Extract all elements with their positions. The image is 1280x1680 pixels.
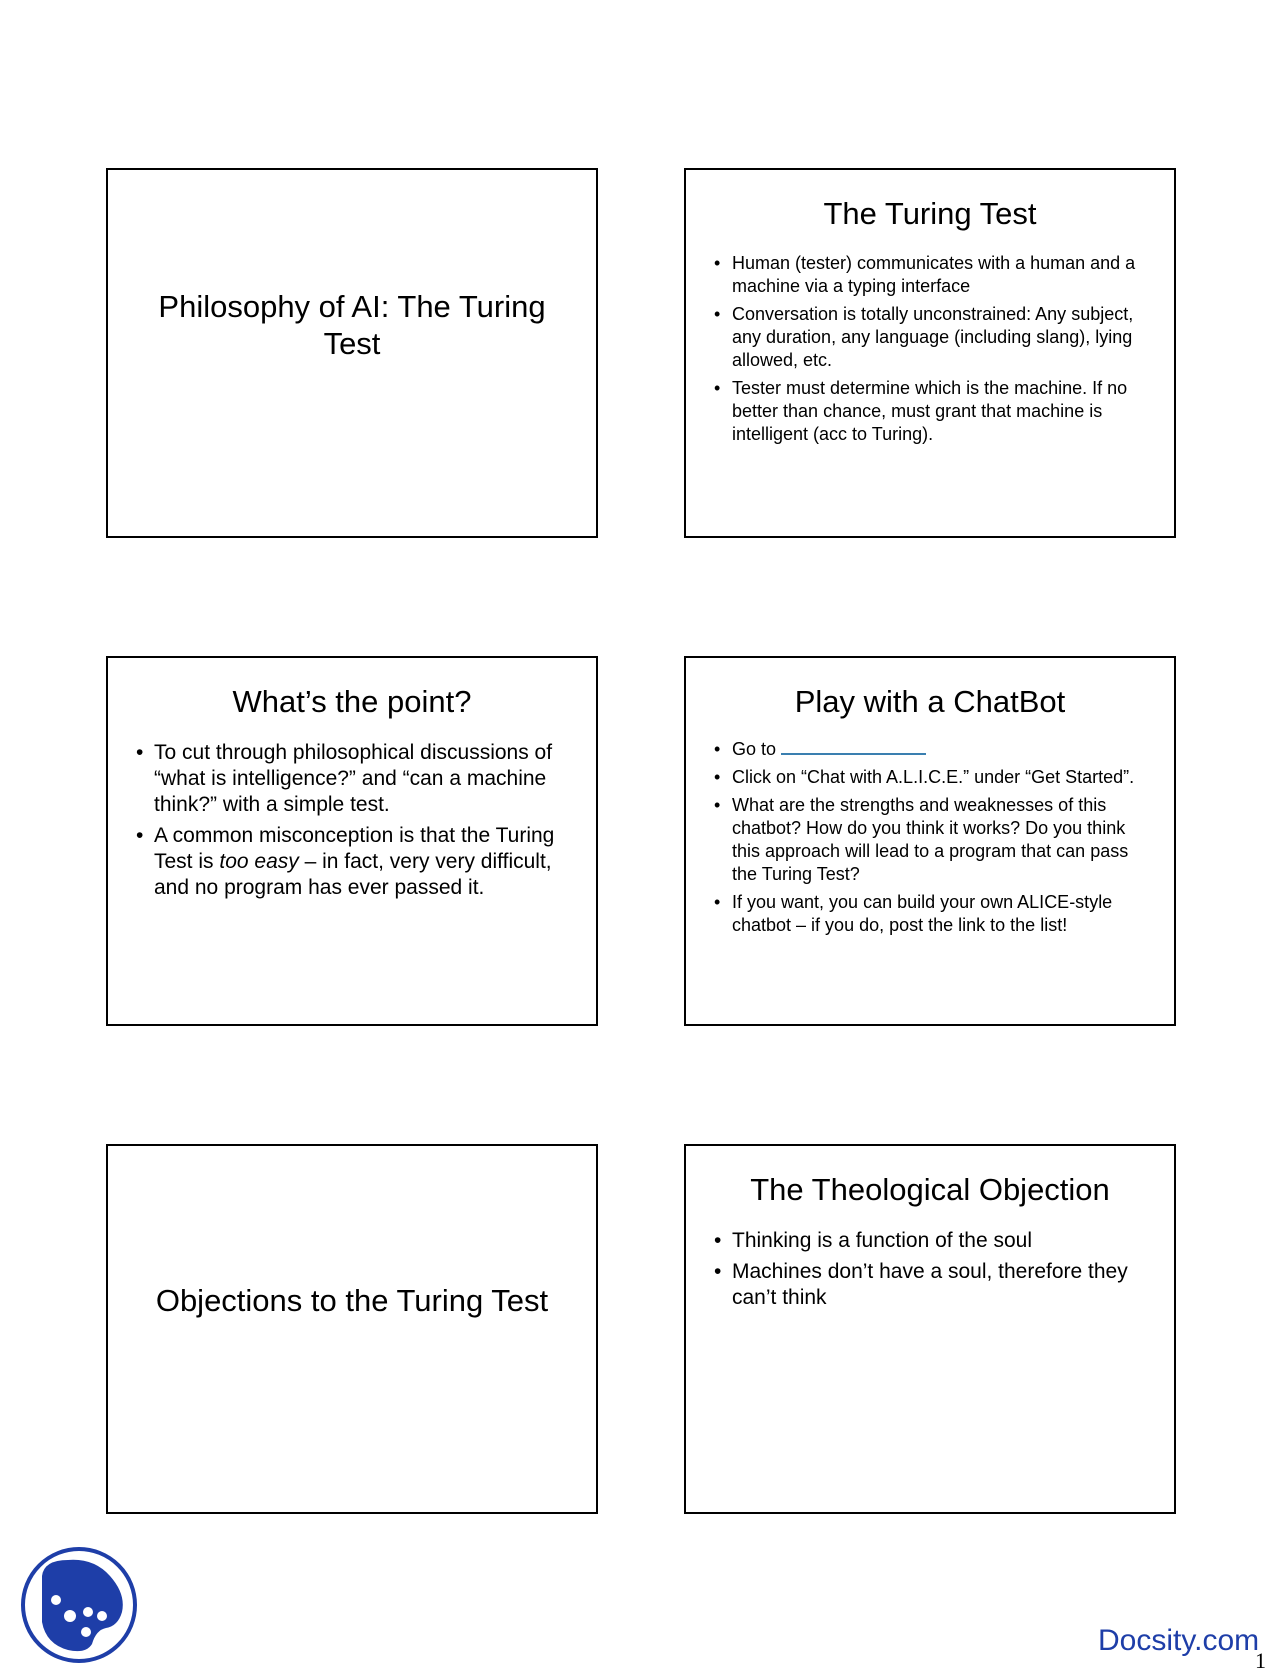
list-item: • What are the strengths and weaknesses of this chatbot? How do you think it works? Do you think this approach will lead to a program that can pass the Turing Test? <box>714 795 1129 884</box>
bullet-list <box>686 738 1174 937</box>
brand-link[interactable]: Docsity.com <box>1098 1624 1260 1657</box>
slide-title: The Turing Test <box>823 196 1037 231</box>
slide-title: The Theological Objection <box>750 1172 1110 1207</box>
slide-5 <box>106 1144 598 1514</box>
list-item: • Human (tester) communicates with a human and a machine via a typing interface <box>714 253 1136 296</box>
slide-title: Philosophy of AI: The Turing Test <box>158 289 546 361</box>
list-item: • Machines don’t have a soul, therefore they can’t think <box>714 1260 1128 1309</box>
docsity-logo-icon <box>20 1546 138 1664</box>
list-item: • Thinking is a function of the soul <box>714 1229 1033 1252</box>
bullet-list <box>686 252 1174 446</box>
slide-3 <box>106 656 598 1026</box>
list-item: • Click on “Chat with A.L.I.C.E.” under “Get Started”. <box>714 767 1135 787</box>
slide-title: Objections to the Turing Test <box>155 1283 549 1318</box>
list-item: • To cut through philosophical discussions of “what is intelligence?” and “can a machine think?” with a simple test. <box>136 741 553 816</box>
page-number: 1 <box>1255 1648 1266 1673</box>
slide-1 <box>106 168 598 538</box>
list-item: • Tester must determine which is the machine. If no better than chance, must grant that machine is intelligent (acc to Turing). <box>714 378 1128 444</box>
slide-title: Play with a ChatBot <box>794 684 1066 719</box>
bullet-list <box>108 740 596 901</box>
slide-6 <box>684 1144 1176 1514</box>
slide-4 <box>684 656 1176 1026</box>
list-item: • A common misconception is that the Turing Test is too easy – in fact, very very difficult, and no program has ever passed it. <box>136 824 555 899</box>
list-item: • If you want, you can build your own ALICE-style chatbot – if you do, post the link to the list! <box>714 892 1113 935</box>
list-item: • Conversation is totally unconstrained: Any subject, any duration, any language (including slang), lying allowed, etc. <box>714 304 1134 370</box>
list-item: • Go to <box>686 738 1174 761</box>
slide-title: What’s the point? <box>232 684 472 719</box>
slide-2 <box>684 168 1176 538</box>
bullet-list <box>686 1228 1174 1311</box>
link-placeholder[interactable] <box>781 739 926 755</box>
